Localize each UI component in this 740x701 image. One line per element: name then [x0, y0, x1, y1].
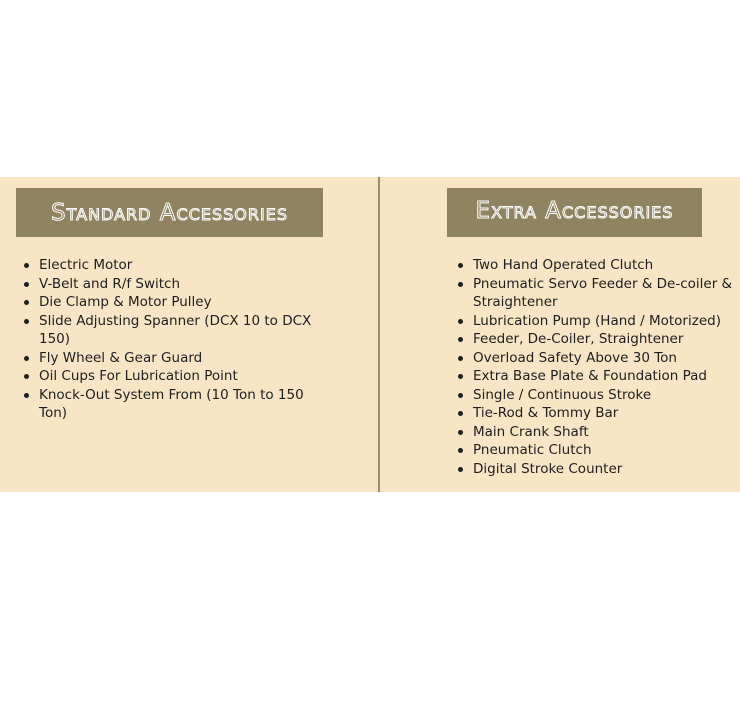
list-item: V-Belt and R/f Switch	[24, 275, 314, 294]
bullet-icon	[458, 263, 463, 268]
bullet-icon	[458, 393, 463, 398]
bullet-icon	[24, 356, 29, 361]
bullet-icon	[458, 448, 463, 453]
list-item: Pneumatic Clutch	[458, 441, 733, 460]
standard-accessories-list	[24, 256, 314, 423]
extra-accessories-list	[458, 256, 733, 478]
list-item: Electric Motor	[24, 256, 314, 275]
bullet-icon	[458, 374, 463, 379]
standard-accessories-title: Standard Accessories	[51, 199, 288, 226]
list-item: Extra Base Plate & Foundation Pad	[458, 367, 733, 386]
standard-accessories-column	[0, 177, 378, 492]
list-item: Single / Continuous Stroke	[458, 386, 733, 405]
list-item: Main Crank Shaft	[458, 423, 733, 442]
list-item: Digital Stroke Counter	[458, 460, 733, 479]
extra-accessories-title-box	[447, 188, 702, 237]
accessories-panel	[0, 177, 740, 492]
extra-accessories-column	[380, 177, 740, 492]
bullet-icon	[458, 282, 463, 287]
list-item: Overload Safety Above 30 Ton	[458, 349, 733, 368]
list-item: Two Hand Operated Clutch	[458, 256, 733, 275]
list-item: Knock-Out System From (10 Ton to 150 Ton)	[24, 386, 314, 423]
list-item: Fly Wheel & Gear Guard	[24, 349, 314, 368]
bullet-icon	[458, 411, 463, 416]
bullet-icon	[24, 393, 29, 398]
bullet-icon	[24, 282, 29, 287]
bullet-icon	[24, 319, 29, 324]
bullet-icon	[24, 374, 29, 379]
list-item: Slide Adjusting Spanner (DCX 10 to DCX 150)	[24, 312, 314, 349]
list-item: Pneumatic Servo Feeder & De-coiler & Straightener	[458, 275, 733, 312]
bullet-icon	[458, 356, 463, 361]
list-item: Feeder, De-Coiler, Straightener	[458, 330, 733, 349]
bullet-icon	[24, 300, 29, 305]
standard-accessories-title-box	[16, 188, 323, 237]
bullet-icon	[458, 337, 463, 342]
bullet-icon	[24, 263, 29, 268]
list-item: Oil Cups For Lubrication Point	[24, 367, 314, 386]
list-item: Tie-Rod & Tommy Bar	[458, 404, 733, 423]
extra-accessories-title: Extra Accessories	[475, 197, 674, 224]
bullet-icon	[458, 319, 463, 324]
bullet-icon	[458, 467, 463, 472]
bullet-icon	[458, 430, 463, 435]
list-item: Lubrication Pump (Hand / Motorized)	[458, 312, 733, 331]
list-item: Die Clamp & Motor Pulley	[24, 293, 314, 312]
